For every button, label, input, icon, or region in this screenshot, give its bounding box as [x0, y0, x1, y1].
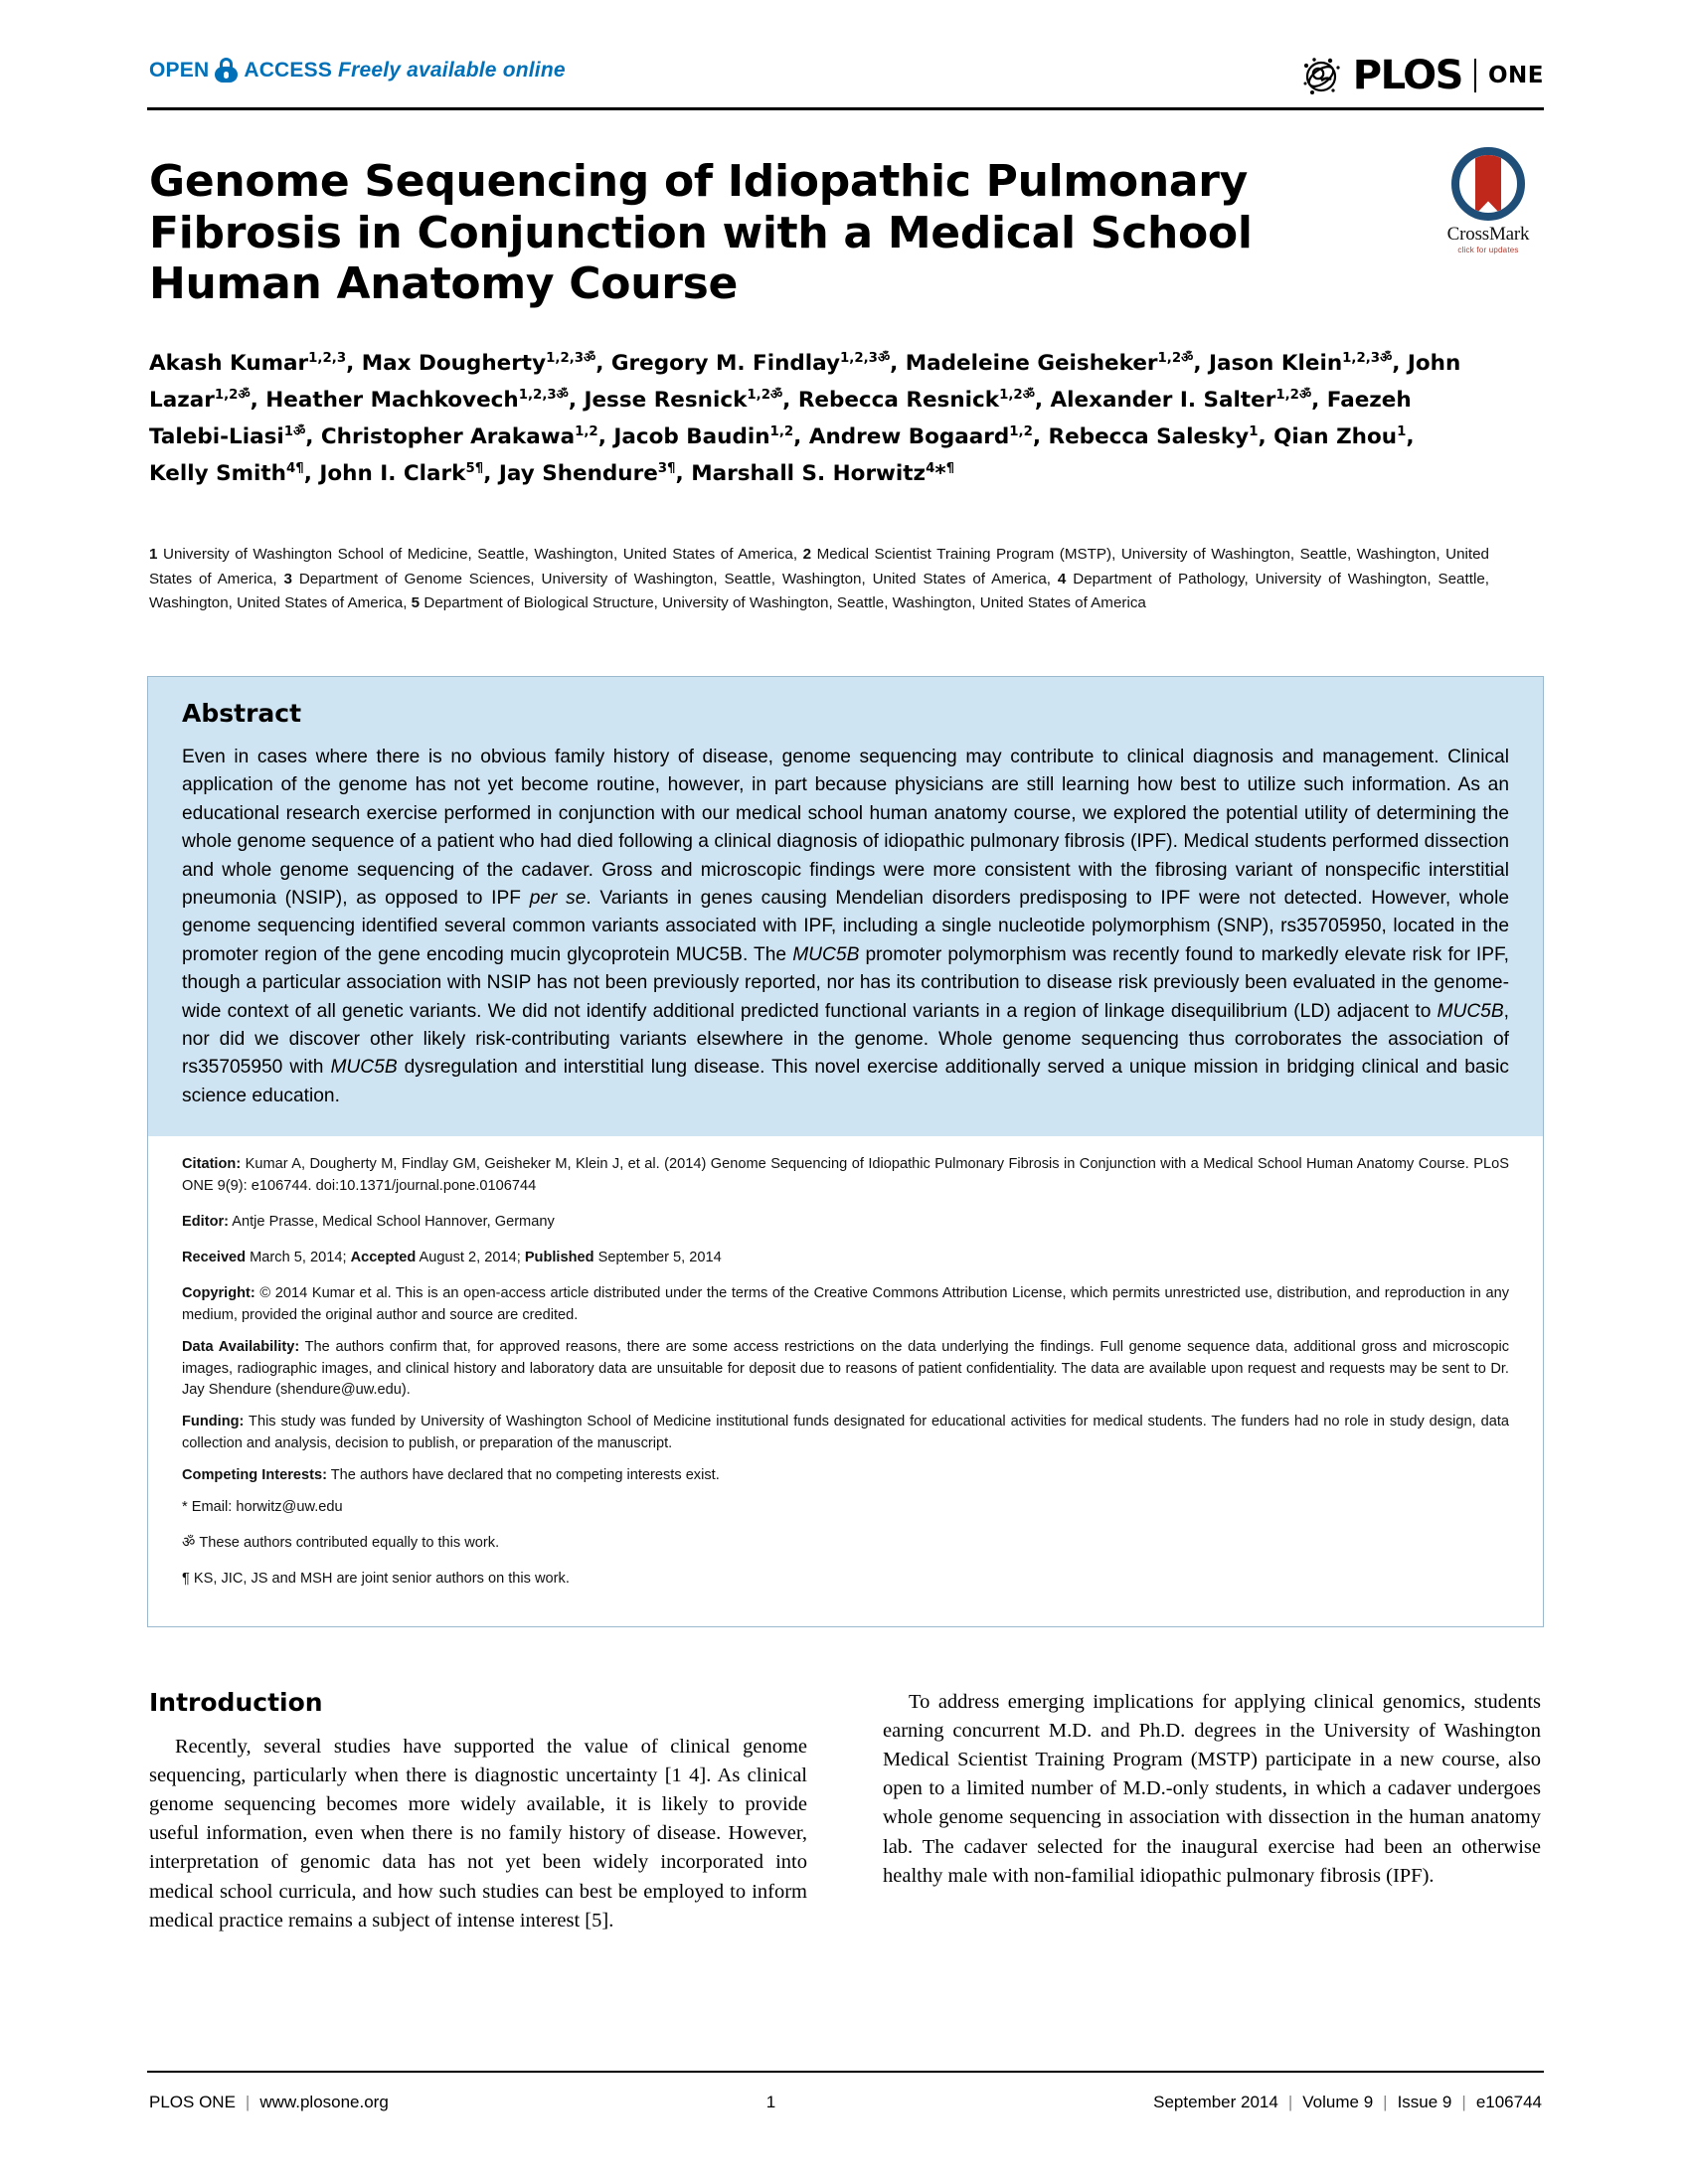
page-title: Genome Sequencing of Idiopathic Pulmonary Fibrosis in Conjunction with a Medical School Human Anatomy Course — [149, 156, 1253, 309]
funding-line: Funding: This study was funded by University of Washington School of Medicine institutional funds designated for educational activities for medical students. The funders had no role in study design, data collection and analysis, decision to publish, or preparation of the manuscript. — [182, 1414, 1509, 1452]
abstract-text: Even in cases where there is no obvious family history of disease, genome sequencing may contribute to clinical diagnosis and management. Clinical application of the genome has not yet become routine, however, in part because physicians are still learning how best to utilize such information. As an educational research exercise performed in conjunction with our medical school human anatomy course, we explored the potential utility of determining the whole genome sequence of a patient who had died following a clinical diagnosis of idiopathic pulmonary fibrosis (IPF). Medical students performed dissection and whole genome sequencing of the cadaver. Gross and microscopic findings were more consistent with the fibrosing variant of nonspecific interstitial pneumonia (NSIP), as opposed to IPF per se. Variants in genes causing Mendelian disorders predisposing to IPF were not detected. However, whole genome sequencing identified several common variants associated with IPF, including a single nucleotide polymorphism (SNP), rs35705950, located in the promoter region of the gene encoding mucin glycoprotein MUC5B. The MUC5B promoter polymorphism was recently found to markedly elevate risk for IPF, though a particular association with NSIP has not been previously reported, nor has its contribution to disease risk previously been evaluated in the genome-wide context of all genetic variants. We did not identify additional predicted functional variants in a region of linkage disequilibrium (LD) adjacent to MUC5B, nor did we discover other likely risk-contributing variants elsewhere in the genome. Whole genome sequencing thus corroborates the association of rs35705950 with MUC5B dysregulation and interstitial lung disease. This novel exercise additionally served a unique mission in bridging clinical and basic science education. — [182, 747, 1510, 1106]
plos-one-logo[interactable] — [1300, 54, 1544, 97]
citation-line: Citation: Kumar A, Dougherty M, Findlay GM, Geisheker M, Klein J, et al. (2014) Genome Sequencing of Idiopathic Pulmonary Fibrosis in Conjunction with a Medical School Human Anatomy Course. PLoS ONE 9(9): e106744. doi:10.1371/journal.pone.0106744 — [182, 1156, 1509, 1195]
footer-divider-3: | — [1383, 2093, 1388, 2111]
footer-website[interactable]: www.plosone.org — [259, 2093, 389, 2111]
plos-wordmark: PLOS — [1352, 53, 1462, 98]
introduction-heading: Introduction — [149, 1688, 323, 1717]
equal-contribution-note: ॐ These authors contributed equally to this work. — [182, 1534, 500, 1551]
plos-orb-icon — [1300, 54, 1344, 97]
footer-divider-2: | — [1287, 2093, 1293, 2111]
footer-rule — [147, 2071, 1544, 2073]
body-column-right — [883, 1688, 1541, 1947]
editor-line: Editor: Antje Prasse, Medical School Hannover, Germany — [182, 1214, 555, 1231]
introduction-paragraph-2: To address emerging implications for applying clinical genomics, students earning concurrent M.D. and Ph.D. degrees in the University of Washington Medical Scientist Training Program (MSTP) participate in a new course, also open to a limited number of M.D.-only students, in which a cadaver undergoes whole genome sequencing in association with dissection in the human anatomy lab. The cadaver selected for the inaugural exercise had been an otherwise healthy male with non-familial idiopathic pulmonary fibrosis (IPF). — [883, 1691, 1541, 1887]
open-access-badge[interactable] — [149, 58, 566, 83]
abstract-section — [148, 677, 1543, 1136]
article-body — [149, 1688, 1541, 1947]
crossmark-label: CrossMark — [1446, 224, 1530, 245]
dates-line: Received March 5, 2014; Accepted August 2, 2014; Published September 5, 2014 — [182, 1249, 722, 1265]
logo-divider — [1474, 59, 1476, 92]
introduction-paragraph-1: Recently, several studies have supported the value of clinical genome sequencing, particularly when there is diagnostic uncertainty [1 4]. As clinical genome sequencing becomes more widely available, it is likely to provide useful information, even when there is no family history of disease. However, interpretation of genomic data has not yet been widely incorporated into medical school curricula, and how such studies can best be employed to inform medical practice remains a subject of intense interest [5]. — [149, 1736, 807, 1932]
data-availability-line: Data Availability: The authors confirm that, for approved reasons, there are some access restrictions on the data underlying the findings. Full genome sequence data, additional gross and microscopic images, radiographic images, and clinical history and laboratory data are unsuitable for deposit due to reasons of patient confidentiality. The data are available upon request and requests may be sent to Dr. Jay Shendure (shendure@uw.edu). — [182, 1338, 1510, 1399]
footer-divider-4: | — [1461, 2093, 1466, 2111]
abstract-panel — [147, 676, 1544, 1627]
author-list: Akash Kumar$^{1,2,3}$, Max Dougherty$^{1,2,3ॐ}$, Gregory M. Findlay$^{1,2,3ॐ}$, Madeleine Geisheker$^{1,2ॐ}$, Jason Klein$^{1,2,3ॐ}$, John Lazar$^{1,2ॐ}$, Heather Machkovech$^{1,2,3ॐ}$, Jesse Resnick$^{1,2ॐ}$, Rebecca Resnick$^{1,2ॐ}$, Alexander I. Salter$^{1,2ॐ}$, Faezeh Talebi-Liasi$^{1ॐ}$, Christopher Arakawa$^{1,2}$, Jacob Baudin$^{1,2}$, Andrew Bogaard$^{1,2}$, Rebecca Salesky$^1$, Qian Zhou$^1$, Kelly Smith$^{4\P}$, John I. Clark$^{5\P}$, Jay Shendure$^{3\P}$, Marshall S. Horwitz$^4$*¶ — [149, 350, 1461, 486]
open-access-access-label: ACCESS — [244, 58, 333, 82]
crossmark-sublabel: click for updates — [1457, 246, 1519, 254]
body-column-left — [149, 1688, 807, 1947]
competing-interests-line: Competing Interests: The authors have declared that no competing interests exist. — [182, 1467, 720, 1484]
corresponding-email-line[interactable]: * Email: horwitz@uw.edu — [182, 1498, 343, 1515]
crossmark-icon — [1451, 147, 1525, 221]
footer-journal-name: PLOS ONE — [149, 2093, 236, 2111]
open-lock-icon — [215, 58, 238, 83]
one-wordmark: ONE — [1487, 62, 1544, 88]
open-access-open-label: OPEN — [149, 58, 210, 82]
footer-article-id: e106744 — [1475, 2093, 1542, 2111]
header-rule — [147, 107, 1544, 110]
footer-divider-1: | — [245, 2093, 251, 2111]
footer-issue: Issue 9 — [1397, 2093, 1452, 2111]
page-footer — [149, 2093, 1542, 2112]
senior-authors-note: ¶ KS, JIC, JS and MSH are joint senior authors on this work. — [182, 1570, 570, 1587]
crossmark-badge[interactable] — [1433, 147, 1544, 254]
abstract-heading: Abstract — [182, 699, 302, 728]
footer-volume: Volume 9 — [1302, 2093, 1374, 2111]
affiliations: 1 University of Washington School of Medicine, Seattle, Washington, United States of America, 2 Medical Scientist Training Program (MSTP), University of Washington, Seattle, Washington, United States of America, 3 Department of Genome Sciences, University of Washington, Seattle, Washington, United States of America, 4 Department of Pathology, University of Washington, Seattle, Washington, United States of America, 5 Department of Biological Structure, University of Washington, Seattle, Washington, United States of America — [149, 546, 1489, 612]
copyright-line: Copyright: © 2014 Kumar et al. This is an open-access article distributed under the terms of the Creative Commons Attribution License, which permits unrestricted use, distribution, and reproduction in any medium, provided the original author and source are credited. — [182, 1284, 1509, 1323]
footer-page-number: 1 — [765, 2093, 776, 2111]
footer-date: September 2014 — [1153, 2093, 1278, 2111]
freely-available-label: Freely available online — [338, 58, 566, 82]
article-metadata — [148, 1136, 1543, 1625]
